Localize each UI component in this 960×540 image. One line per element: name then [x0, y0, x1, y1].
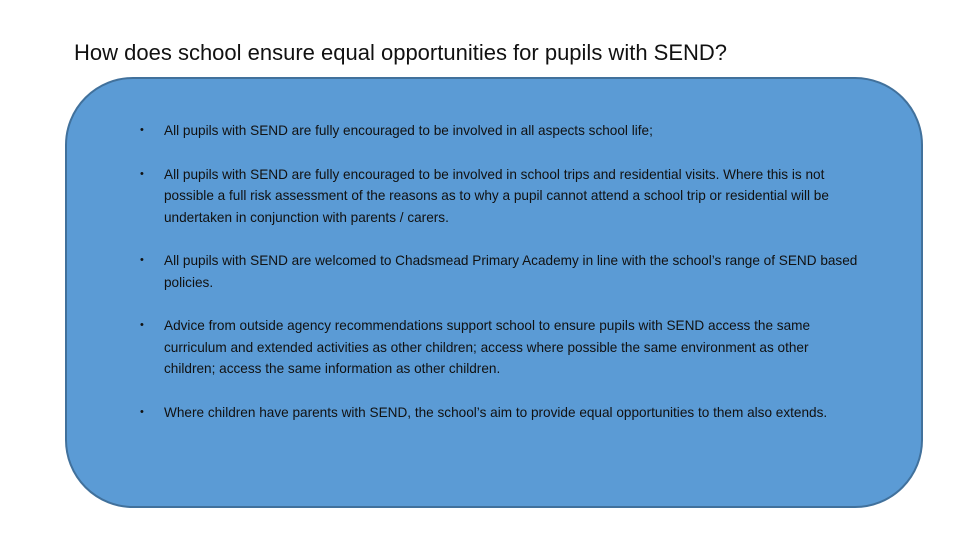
bullet-icon: • [140, 405, 144, 418]
slide-title: How does school ensure equal opportunities for pupils with SEND? [74, 40, 728, 65]
bullet-item [140, 120, 860, 142]
bullet-icon: • [140, 167, 144, 180]
bullet-text: All pupils with SEND are fully encouraged to be involved in all aspects school life; [164, 123, 653, 138]
bullet-item [140, 402, 860, 424]
bullet-icon: • [140, 319, 144, 331]
content-box [65, 77, 923, 508]
bullet-text: Where children have parents with SEND, the school’s aim to provide equal opportunities to them also extends. [164, 404, 828, 420]
bullet-text: Advice from outside agency recommendations support school to ensure pupils with SEND access the same curriculum and extended activities as other children; access where possible the same environment as other children; access the same information as other children. [164, 318, 811, 376]
bullet-list [140, 120, 860, 445]
bullet-item [140, 164, 860, 229]
bullet-item [140, 250, 860, 293]
bullet-text: All pupils with SEND are welcomed to Chadsmead Primary Academy in line with the school’s range of SEND based policies. [164, 253, 858, 290]
bullet-icon: • [140, 254, 144, 266]
bullet-item [140, 315, 860, 380]
bullet-icon: • [140, 124, 144, 136]
bullet-text: All pupils with SEND are fully encouraged to be involved in school trips and residential visits. Where this is not possible a full risk assessment of the reasons as to why a pupil cannot attend a school trip or residential will be undertaken in conjunction with parents / carers. [164, 166, 829, 225]
